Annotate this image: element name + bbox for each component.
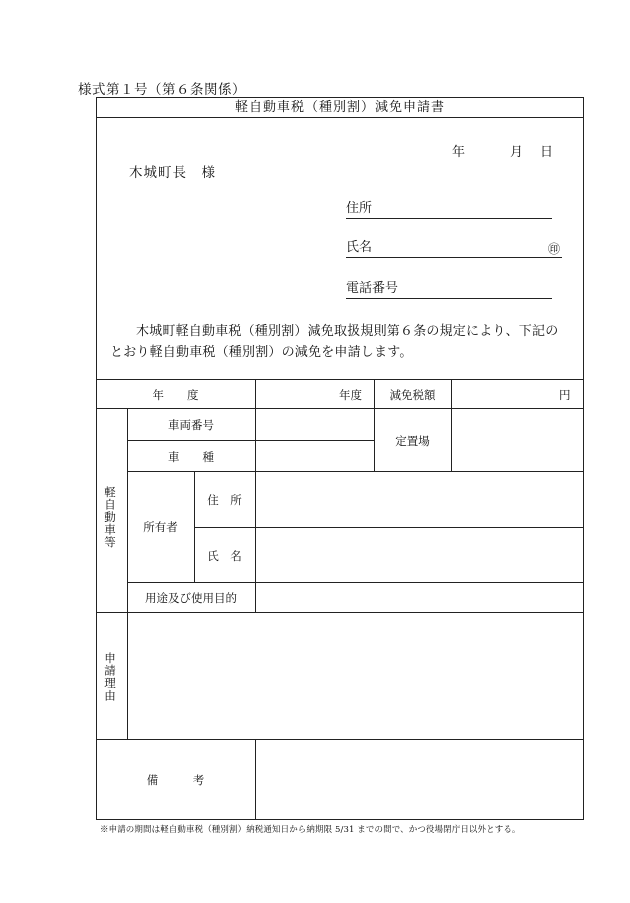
addressee: 木城町長 様 bbox=[129, 165, 216, 181]
storage-place-label: 定置場 bbox=[395, 434, 430, 448]
date-day-label: 日 bbox=[540, 145, 554, 160]
owner-label: 所有者 bbox=[143, 520, 178, 534]
vehicle-number-label: 車両番号 bbox=[168, 418, 214, 432]
fiscal-year-suffix: 年度 bbox=[339, 388, 362, 402]
statement-text: 木城町軽自動車税（種別割）減免取扱規則第６条の規定により、下記のとおり軽自動車税（種別割）の減免を申請します。 bbox=[110, 324, 559, 360]
form-title: 軽自動車税（種別割）減免申請書 bbox=[96, 98, 584, 118]
reason-input[interactable] bbox=[128, 613, 583, 739]
form-number-label: 様式第１号（第６条関係） bbox=[78, 82, 246, 98]
applicant-phone-field[interactable] bbox=[346, 281, 552, 299]
fiscal-year-label: 年 度 bbox=[152, 388, 199, 402]
phone-label: 電話番号 bbox=[346, 281, 399, 296]
owner-address-input[interactable] bbox=[256, 472, 583, 527]
owner-address-label: 住 所 bbox=[207, 493, 242, 507]
address-label: 住所 bbox=[346, 201, 373, 216]
reason-label: 申請理由 bbox=[103, 652, 117, 702]
owner-name-input[interactable] bbox=[256, 528, 583, 582]
applicant-address-field[interactable] bbox=[346, 201, 552, 219]
storage-place-input[interactable] bbox=[452, 409, 583, 471]
owner-name-label: 氏 名 bbox=[207, 549, 242, 563]
vehicle-number-input[interactable] bbox=[256, 409, 374, 440]
date-year-label: 年 bbox=[452, 145, 466, 160]
seal-icon: ㊞ bbox=[548, 242, 561, 256]
vehicle-type-label: 車 種 bbox=[168, 450, 214, 464]
yen-unit: 円 bbox=[559, 388, 571, 402]
exemption-amount-label: 減免税額 bbox=[389, 388, 436, 402]
usage-purpose-label: 用途及び使用目的 bbox=[145, 591, 237, 605]
usage-purpose-input[interactable] bbox=[256, 583, 583, 612]
remarks-input[interactable] bbox=[256, 740, 583, 819]
applicant-name-field[interactable] bbox=[346, 240, 562, 258]
vehicle-type-input[interactable] bbox=[256, 441, 374, 471]
date-month-label: 月 bbox=[510, 145, 524, 160]
name-label: 氏名 bbox=[346, 240, 373, 255]
col-line bbox=[194, 471, 195, 582]
remarks-label: 備 考 bbox=[146, 773, 205, 787]
vehicle-group-label: 軽自動車等 bbox=[103, 486, 117, 549]
footnote: ※申請の期間は軽自動車税（種別割）納税通知日から納期限 5/31 までの間で、かつ役場閉庁日以外とする。 bbox=[100, 825, 521, 835]
